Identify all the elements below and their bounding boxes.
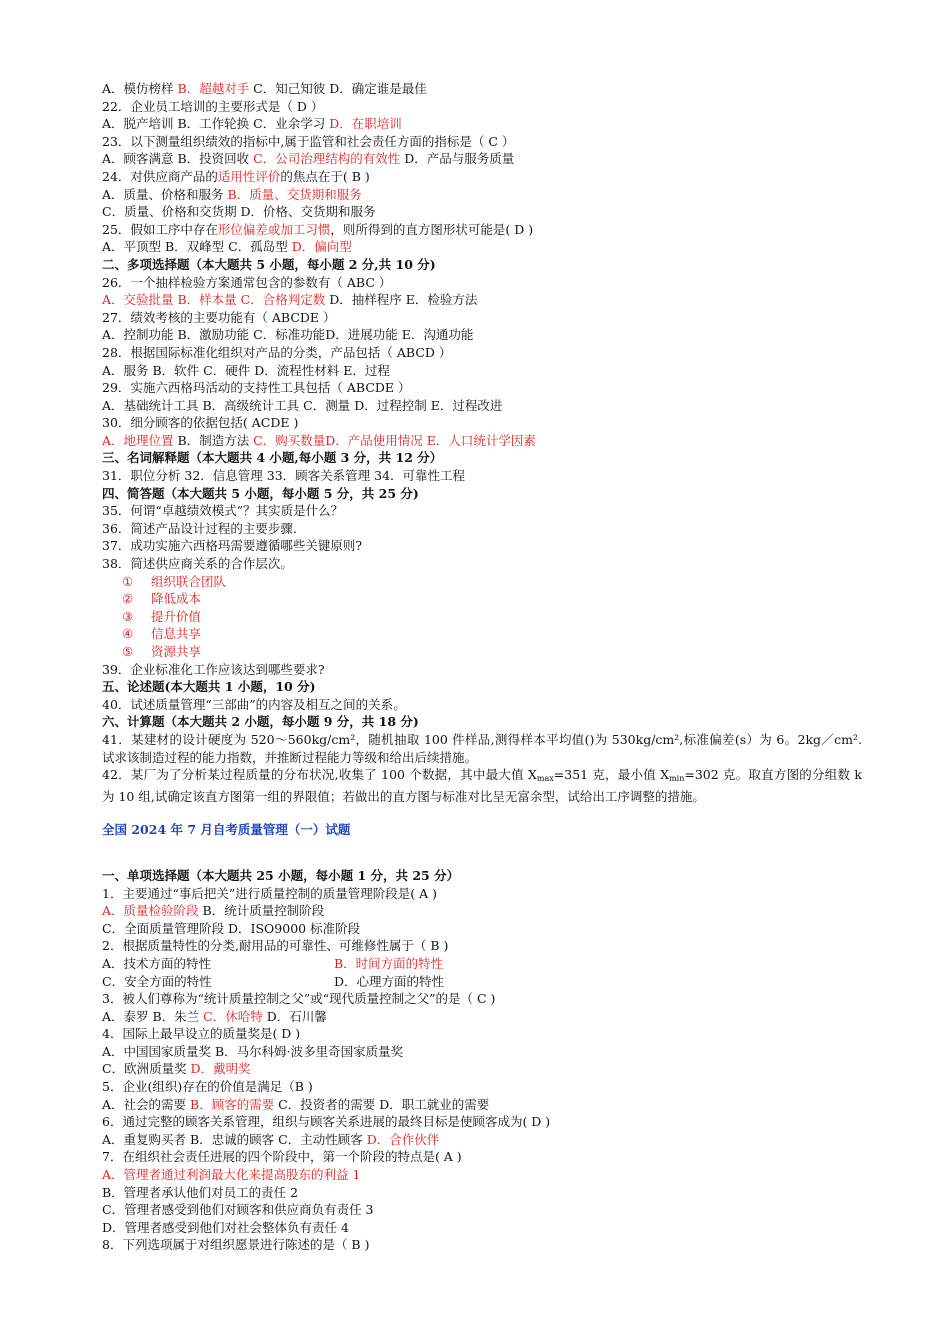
text-segment: 39．企业标准化工作应该达到哪些要求? [102, 661, 325, 677]
text-line [102, 414, 862, 432]
answer-text: A．地理位置 [102, 432, 174, 448]
text-line [102, 1060, 862, 1078]
text-segment: B．管理者承认他们对员工的责任 2 [102, 1184, 299, 1200]
answer-text: A．质量检验阶段 [102, 903, 199, 919]
list-marker: ③ [122, 608, 134, 624]
text-segment: D．产品与服务质量 [400, 151, 515, 167]
text-segment: D．抽样程序 E．检验方法 [325, 292, 478, 308]
answer-text: A．交验批量 B．样本量 C．合格判定数 [102, 292, 326, 308]
text-segment: 22．企业员工培训的主要形式是（ D ） [102, 98, 324, 114]
answer-text: A．管理者通过利润最大化来提高股东的利益 1 [102, 1167, 361, 1183]
list-marker: ⑤ [122, 644, 134, 659]
text-segment: 1．主要通过“事后把关”进行质量控制的质量管理阶段是( A ) [102, 885, 437, 901]
spacer [102, 839, 862, 867]
list-marker: ② [122, 591, 134, 607]
text-line [102, 344, 862, 362]
text-segment: 25．假如工序中存在 [102, 221, 218, 237]
text-segment: 5．企业(组织)存在的价值是满足（B ) [102, 1079, 313, 1095]
text-line [102, 467, 862, 485]
text-segment: A．社会的需要 [102, 1096, 191, 1112]
answer-text: 形位偏差或加工习惯 [217, 221, 331, 237]
text-segment: 三、名词解释题（本大题共 4 小题,每小题 3 分，共 12 分） [102, 450, 443, 466]
list-item-text: 资源共享 [151, 644, 202, 659]
text-line [102, 1236, 862, 1254]
exam-title: 全国 2024 年 7 月自考质量管理（一）试题 [102, 822, 351, 838]
text-line [102, 80, 862, 98]
list-item-text: 提升价值 [151, 608, 202, 624]
text-line [102, 186, 862, 204]
answer-text: B．顾客的需要 [190, 1096, 275, 1112]
text-segment: C．欧洲质量奖 [102, 1061, 191, 1077]
text-segment: A．泰罗 B．朱兰 [102, 1008, 204, 1024]
text-segment: D．管理者感受到他们对社会整体负有责任 4 [102, 1219, 349, 1235]
text-segment: 二、多项选择题（本大题共 5 小题，每小题 2 分,共 10 分) [102, 256, 436, 272]
answer-text: D．在职培训 [329, 116, 402, 132]
option-cell [102, 955, 334, 973]
text-segment: 7．在组织社会责任进展的四个阶段中，第一个阶段的特点是( A ) [102, 1149, 462, 1165]
text-segment: 30．细分顾客的依据包括( ACDE ) [102, 415, 299, 431]
text-line [102, 920, 862, 938]
text-segment: 的焦点在于( B ) [280, 168, 370, 184]
text-segment: 38．简述供应商关系的合作层次。 [102, 556, 293, 572]
question-41: 41．某建材的设计硬度为 520～560kg/cm²，随机抽取 100 件样品,测得样本平均值()为 530kg/cm²,标准偏差(s）为 6。2kg／cm². 试求该制造过程的能力指数，并推断过程能力等级和给出后续措施。 [102, 731, 862, 765]
text-segment: D．石川馨 [262, 1008, 327, 1024]
text-segment: 四、简答题（本大题共 5 小题，每小题 5 分，共 25 分) [102, 485, 419, 501]
text-segment: B．制造方法 [173, 432, 254, 448]
text-segment: 4．国际上最早设立的质量奖是( D ) [102, 1026, 301, 1042]
option-cell [334, 956, 443, 971]
answer-text: D．偏向型 [291, 239, 352, 255]
text-segment: 40．试述质量管理“三部曲”的内容及相互之间的关系。 [102, 696, 406, 712]
answer-text: 适用性评价 [217, 168, 281, 184]
text-segment: 35．何谓“卓越绩效模式”？其实质是什么？ [102, 503, 344, 519]
option-row [102, 973, 862, 991]
text-segment: C．知己知彼 D．确定谁是最佳 [249, 81, 427, 96]
list-item [102, 643, 862, 661]
text-segment: 8．下列选项属于对组织愿景进行陈述的是（ B ) [102, 1237, 370, 1253]
text-segment: 23．以下测量组织绩效的指标中,属于监管和社会责任方面的指标是（ C ） [102, 133, 515, 149]
list-item-text: 降低成本 [151, 591, 202, 607]
text-line [102, 520, 862, 538]
text-line [102, 696, 862, 714]
text-line [102, 309, 862, 327]
text-segment: 六、计算题（本大题共 2 小题，每小题 9 分，共 18 分) [102, 714, 419, 730]
text-segment: ，则所得到的直方图形状可能是( D ) [330, 221, 534, 237]
document-page [102, 80, 862, 1254]
text-line [102, 1219, 862, 1237]
text-line [102, 867, 862, 885]
answer-text: B．超越对手 [177, 81, 250, 96]
text-segment: C．安全方面的特性 [102, 973, 212, 989]
list-item [102, 625, 862, 643]
text-line [102, 449, 862, 467]
text-segment: B．统计质量控制阶段 [198, 903, 325, 919]
text-segment: C．质量、价格和交货期 D．价格、交货期和服务 [102, 204, 376, 220]
text-segment: 24．对供应商产品的 [102, 168, 218, 184]
text-segment: A．脱产培训 B．工作轮换 C．业余学习 [102, 116, 330, 132]
text-segment: C．管理者感受到他们对顾客和供应商负有责任 3 [102, 1202, 374, 1218]
answer-text: D．戴明奖 [190, 1061, 251, 1077]
text-line [102, 1096, 862, 1114]
text-segment: A．中国国家质量奖 B．马尔科姆·波多里奇国家质量奖 [102, 1043, 404, 1059]
text-segment: 37．成功实施六西格玛需要遵循哪些关键原则? [102, 538, 363, 554]
text-line [102, 902, 862, 920]
text-segment: A．平顶型 B．双峰型 C．孤岛型 [102, 239, 292, 255]
text-line [102, 1201, 862, 1219]
text-segment: C．投资者的需要 D．职工就业的需要 [274, 1096, 490, 1112]
text-segment: 31．职位分析 32．信息管理 33．顾客关系管理 34．可靠性工程 [102, 468, 466, 484]
section-part2 [102, 661, 862, 731]
text-segment: 3．被人们尊称为“统计质量控制之父”或“现代质量控制之父”的是（ C ) [102, 991, 496, 1007]
text-segment: 五、论述题(本大题共 1 小题，10 分) [102, 679, 316, 695]
text-segment: A．技术方面的特性 [102, 955, 212, 971]
text-segment: D．心理方面的特性 [334, 973, 445, 989]
text-segment: A．基础统计工具 B．高级统计工具 C．测量 D．过程控制 E．过程改进 [102, 397, 503, 413]
text-line [102, 326, 862, 344]
text-line [102, 1043, 862, 1061]
text-line [102, 555, 862, 573]
text-line [102, 150, 862, 168]
answer-text: D．合作伙伴 [366, 1131, 440, 1147]
text-line [102, 1008, 862, 1026]
text-segment: A．服务 B．软件 C．硬件 D．流程性材料 E．过程 [102, 362, 390, 378]
section-part4 [102, 990, 862, 1254]
text-line [102, 1166, 862, 1184]
text-line [102, 221, 862, 239]
option-cell [102, 973, 334, 991]
text-line [102, 115, 862, 133]
text-line [102, 203, 862, 221]
text-segment: A．顾客满意 B．投资回收 [102, 151, 254, 167]
text-line [102, 1078, 862, 1096]
text-segment: 6．通过完整的顾客关系管理，组织与顾客关系进展的最终目标是使顾客成为( D ) [102, 1114, 551, 1130]
text-segment: 28．根据国际标准化组织对产品的分类，产品包括（ ABCD ） [102, 344, 452, 360]
text-line [102, 274, 862, 292]
text-line [102, 379, 862, 397]
question-42: 42．某厂为了分析某过程质量的分布状况,收集了 100 个数据，其中最大值 $X_{max}=351$ 克，最小值 $X_{min}=302$ 克。取直方图的分组数 k 为 10 组,试确定该直方图第一组的界限值；若做出的直方图与标准对比呈无富余型，试给出工序调整的措施。 [102, 767, 862, 804]
section-part1 [102, 80, 862, 573]
text-line [102, 1025, 862, 1043]
list-marker: ① [122, 573, 134, 589]
list-item [102, 590, 862, 608]
text-segment: A．质量、价格和服务 [102, 186, 228, 202]
text-line [102, 133, 862, 151]
text-line [102, 168, 862, 186]
text-segment: C．全面质量管理阶段 D．ISO9000 标准阶段 [102, 920, 361, 936]
text-line [102, 1113, 862, 1131]
section-part3 [102, 867, 862, 955]
text-line [102, 537, 862, 555]
list-marker: ④ [122, 626, 134, 642]
text-segment: A．控制功能 B．激励功能 C．标准功能D．进展功能 E．沟通功能 [102, 327, 474, 343]
list-item [102, 573, 862, 591]
text-line [102, 291, 862, 309]
text-line [102, 1184, 862, 1202]
answer-text: C．购买数量D．产品使用情况 E．人口统计学因素 [253, 432, 536, 448]
answer-text: C．休哈特 [203, 1008, 263, 1024]
text-segment: 一、单项选择题（本大题共 25 小题，每小题 1 分，共 25 分） [102, 867, 460, 883]
text-line [102, 98, 862, 116]
text-segment: A．模仿榜样 [102, 81, 178, 96]
text-line [102, 362, 862, 380]
option-row [102, 955, 862, 973]
text-line [102, 502, 862, 520]
text-line [102, 937, 862, 955]
text-line [102, 678, 862, 696]
answer-text: B．时间方面的特性 [334, 955, 444, 971]
list-item-text: 组织联合团队 [151, 573, 227, 589]
option-cell [334, 974, 444, 989]
text-line [102, 238, 862, 256]
list-supplier-cooperation [102, 573, 862, 661]
text-line [102, 485, 862, 503]
text-line [102, 713, 862, 731]
text-line [102, 1131, 862, 1149]
answer-text: C．公司治理结构的有效性 [253, 151, 401, 167]
text-line [102, 432, 862, 450]
text-line [102, 397, 862, 415]
text-segment: 27．绩效考核的主要功能有（ ABCDE ） [102, 309, 336, 325]
text-line [102, 1148, 862, 1166]
text-line [102, 256, 862, 274]
text-line [102, 661, 862, 679]
text-line [102, 990, 862, 1008]
list-item-text: 信息共享 [151, 626, 202, 642]
text-segment: 2．根据质量特性的分类,耐用品的可靠性、可维修性属于（ B ) [102, 938, 449, 954]
text-line [102, 885, 862, 903]
list-item [102, 608, 862, 626]
answer-text: B．质量、交货期和服务 [227, 186, 362, 202]
text-segment: A．重复购买者 B．忠诚的顾客 C．主动性顾客 [102, 1131, 367, 1147]
text-segment: 36．简述产品设计过程的主要步骤. [102, 520, 297, 536]
text-segment: 26．一个抽样检验方案通常包含的参数有（ ABC ） [102, 274, 392, 290]
text-segment: 29．实施六西格玛活动的支持性工具包括（ ABCDE ） [102, 380, 411, 396]
question-2-options [102, 955, 862, 990]
